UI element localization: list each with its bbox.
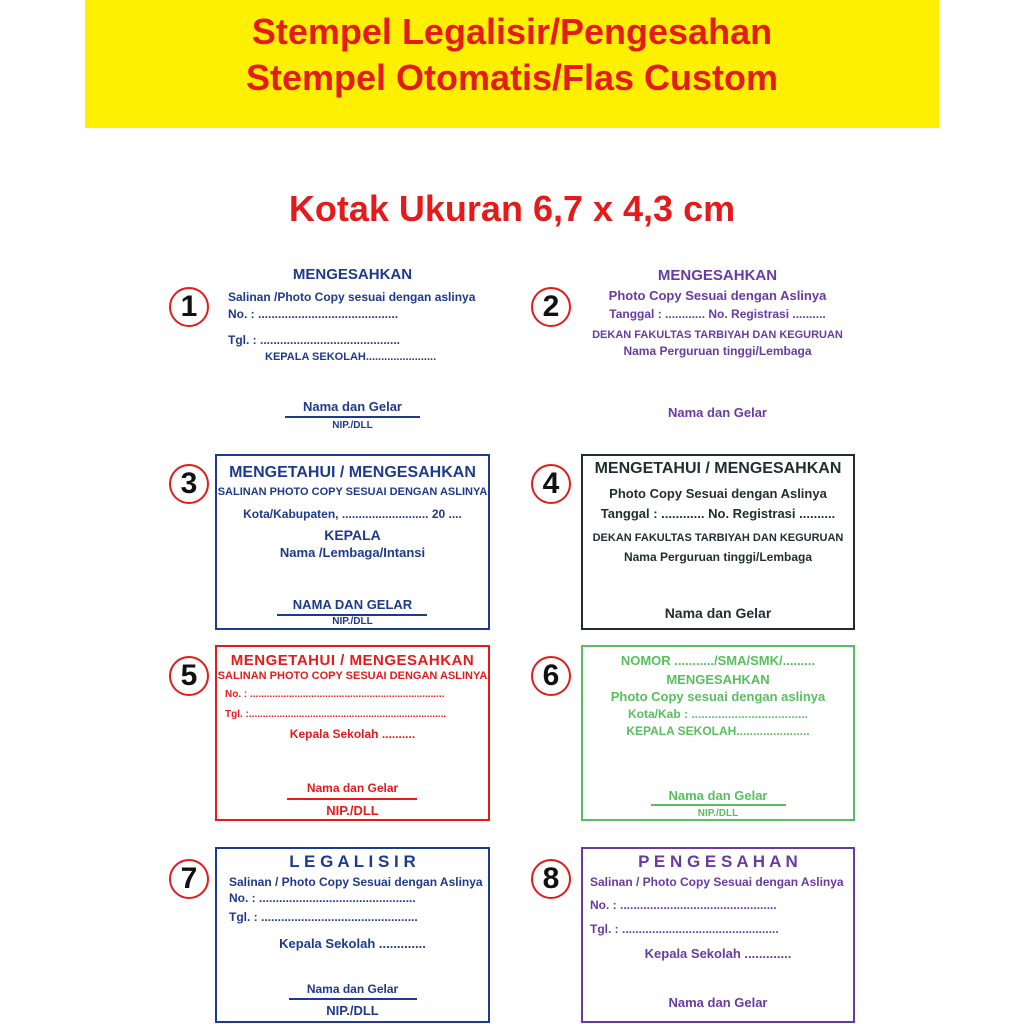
- stamp-name: Nama dan Gelar: [668, 788, 768, 803]
- stamp-line-4: KEPALA SEKOLAH.......................: [265, 351, 437, 363]
- stamp-line-4: Kepala Sekolah ..........: [289, 727, 416, 741]
- stamp-line-1: SALINAN PHOTO COPY SESUAI DENGAN ASLINYA: [217, 670, 488, 682]
- stamp-design-3: [215, 454, 490, 630]
- stamp-line-4: Nama Perguruan tinggi/Lembaga: [623, 344, 812, 358]
- stamp-line-3: KEPALA: [324, 527, 381, 543]
- stamp-line-1: Photo Copy Sesuai dengan Aslinya: [608, 288, 827, 303]
- stamp-line-1: Salinan /Photo Copy sesuai dengan aslinya: [228, 290, 476, 304]
- stamp-line-2: Photo Copy sesuai dengan aslinya: [610, 689, 826, 704]
- stamp-line-3: Tgl. : ..........................................: [228, 333, 401, 347]
- stamp-line-1: Salinan / Photo Copy Sesuai dengan Aslinya: [590, 875, 844, 889]
- stamp-name: Nama dan Gelar: [668, 405, 767, 420]
- signature-line: [287, 798, 417, 800]
- stamp-line-4: Kepala Sekolah .............: [279, 936, 426, 951]
- stamp-design-1: [215, 262, 490, 437]
- stamp-title: MENGETAHUI / MENGESAHKAN: [594, 460, 842, 477]
- stamp-name: Nama dan Gelar: [664, 605, 772, 621]
- stamp-name: Nama dan Gelar: [303, 399, 402, 414]
- stamp-line-4: KEPALA SEKOLAH......................: [626, 724, 810, 738]
- signature-line: [289, 998, 417, 1000]
- stamp-number-badge-2: 2: [531, 287, 571, 327]
- stamp-line-3: Tgl. :.......................................................................: [225, 709, 447, 720]
- stamp-title: MENGETAHUI / MENGESAHKAN: [229, 464, 476, 481]
- stamp-line-2: No. : ...............................................: [229, 891, 416, 905]
- stamp-line-4: Nama /Lembaga/Intansi: [279, 545, 426, 560]
- stamp-line-1: MENGESAHKAN: [666, 672, 770, 687]
- stamp-nip: NIP./DLL: [326, 1003, 379, 1018]
- stamp-line-3: DEKAN FAKULTAS TARBIYAH DAN KEGURUAN: [592, 532, 844, 544]
- stamp-design-6: [581, 645, 855, 821]
- stamp-number-badge-1: 1: [169, 287, 209, 327]
- stamp-line-2: Kota/Kabupaten, .......................... 20 ....: [243, 507, 462, 521]
- stamp-line-1: SALINAN PHOTO COPY SESUAI DENGAN ASLINYA: [217, 486, 488, 498]
- stamp-nip: NIP./DLL: [332, 420, 373, 431]
- stamp-line-2: No. : ...............................................: [590, 898, 777, 912]
- stamp-line-2: No. : ......................................................................: [225, 689, 445, 700]
- stamp-line-4: Nama Perguruan tinggi/Lembaga: [623, 550, 813, 564]
- stamp-name: NAMA DAN GELAR: [292, 597, 413, 612]
- signature-line: [285, 416, 420, 418]
- stamp-number-badge-5: 5: [169, 656, 209, 696]
- banner-title-line2: Stempel Otomatis/Flas Custom: [245, 57, 779, 98]
- stamp-title: MENGETAHUI / MENGESAHKAN: [230, 652, 475, 669]
- stamp-design-2: [580, 262, 855, 437]
- stamp-design-4: [581, 454, 855, 630]
- stamp-line-2: Tanggal : ............ No. Registrasi ..........: [609, 307, 826, 321]
- stamp-title: MENGESAHKAN: [657, 267, 778, 284]
- stamp-title: P E N G E S A H A N: [638, 852, 798, 871]
- stamp-number-badge-4: 4: [531, 464, 571, 504]
- banner-title-line1: Stempel Legalisir/Pengesahan: [251, 11, 773, 52]
- header-banner: [85, 0, 939, 128]
- stamp-number-badge-7: 7: [169, 859, 209, 899]
- stamp-title: L E G A L I S I R: [289, 852, 416, 871]
- stamp-design-8: [581, 847, 855, 1023]
- stamp-line-2: Tanggal : ............ No. Registrasi ..........: [600, 506, 836, 521]
- stamp-name: Nama dan Gelar: [306, 982, 399, 996]
- stamp-line-3: DEKAN FAKULTAS TARBIYAH DAN KEGURUAN: [592, 329, 843, 341]
- stamp-line-3: Tgl. : ...............................................: [590, 922, 779, 936]
- signature-line: [651, 804, 786, 806]
- stamp-title: NOMOR .........../SMA/SMK/.........: [620, 653, 816, 668]
- stamp-title: MENGESAHKAN: [292, 266, 413, 283]
- stamp-design-7: [215, 847, 490, 1023]
- stamp-nip: NIP./DLL: [697, 808, 739, 819]
- stamp-line-3: Kota/Kab : ...................................: [627, 707, 809, 721]
- stamp-number-badge-8: 8: [531, 859, 571, 899]
- stamp-nip: NIP./DLL: [332, 616, 373, 627]
- stamp-line-1: Salinan / Photo Copy Sesuai dengan Aslinya: [229, 875, 483, 889]
- stamp-line-2: No. : ..........................................: [228, 307, 399, 321]
- size-subtitle: Kotak Ukuran 6,7 x 4,3 cm: [288, 188, 736, 229]
- stamp-design-5: [215, 645, 490, 821]
- stamp-line-1: Photo Copy Sesuai dengan Aslinya: [609, 486, 827, 501]
- stamp-nip: NIP./DLL: [326, 803, 379, 818]
- stamp-number-badge-6: 6: [531, 656, 571, 696]
- stamp-name: Nama dan Gelar: [668, 995, 768, 1010]
- stamp-line-3: Tgl. : ...............................................: [229, 910, 418, 924]
- stamp-line-4: Kepala Sekolah .............: [644, 946, 792, 961]
- stamp-name: Nama dan Gelar: [306, 781, 399, 795]
- stamp-number-badge-3: 3: [169, 464, 209, 504]
